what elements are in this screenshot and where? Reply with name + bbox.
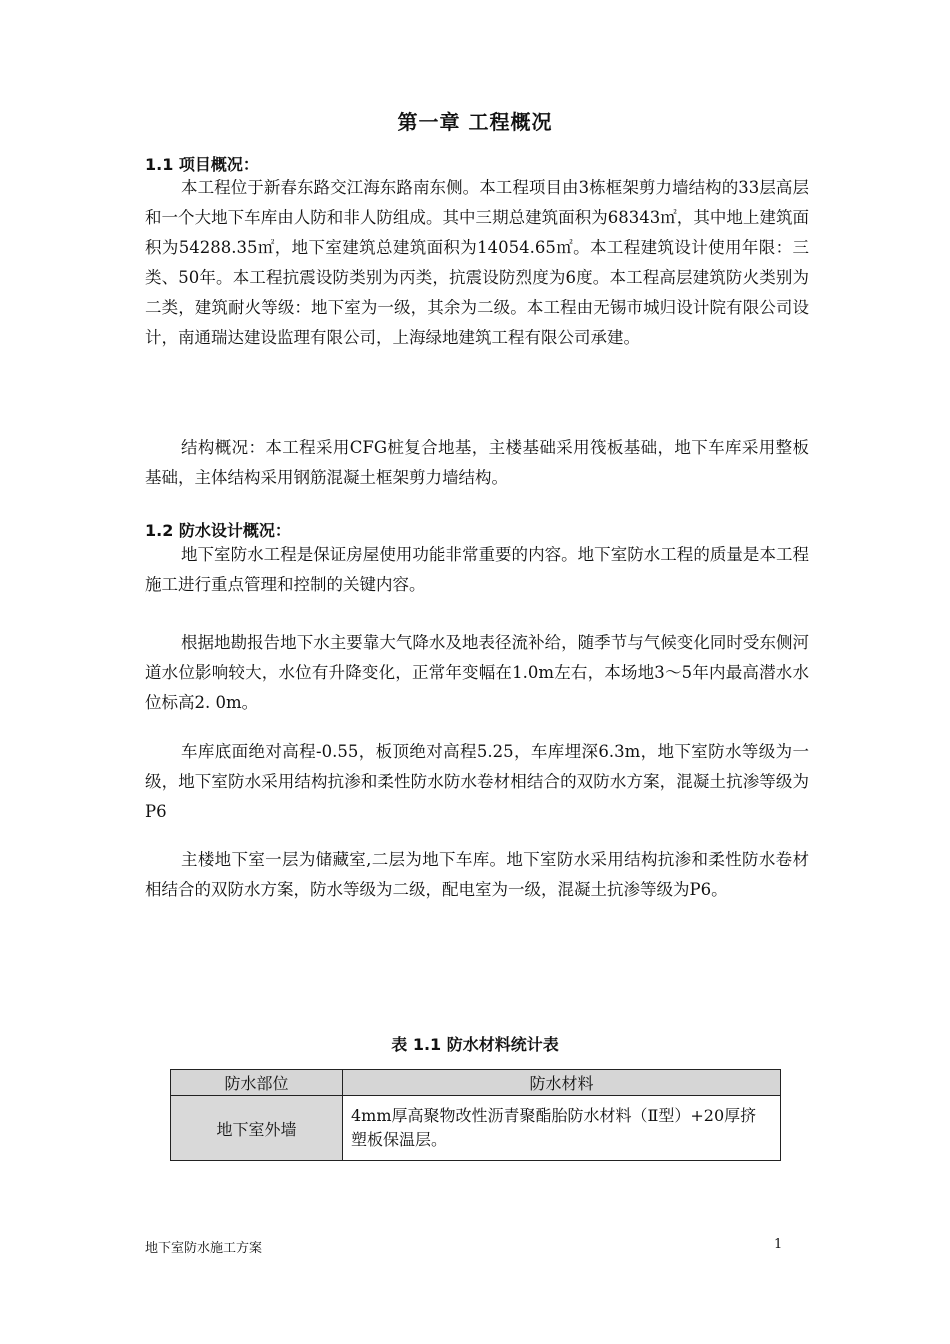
paragraph-garage-waterproof: 车库底面绝对高程-0.55，板顶绝对高程5.25，车库埋深6.3m，地下室防水等级为一级，地下室防水采用结构抗渗和柔性防水防水卷材相结合的双防水方案，混凝土抗渗等级为P6	[145, 742, 809, 821]
section-heading-1-2: 1.2 防水设计概况：	[145, 521, 291, 540]
footer-doc-title: 地下室防水施工方案	[145, 1241, 263, 1256]
footer-page-number: 1	[774, 1237, 783, 1252]
header-material: 防水材料	[343, 1070, 781, 1096]
table-caption: 表 1.1 防水材料统计表	[391, 1035, 559, 1054]
cell-location: 地下室外墙	[171, 1096, 343, 1161]
waterproof-materials-table	[170, 1069, 781, 1161]
paragraph-groundwater: 根据地勘报告地下水主要靠大气降水及地表径流补给，随季节与气候变化同时受东侧河道水位影响较大，水位有升降变化，正常年变幅在1.0m左右，本场地3～5年内最高潜水水位标高2. 0m。	[145, 633, 809, 712]
paragraph-structure-overview: 结构概况：本工程采用CFG桩复合地基，主楼基础采用筏板基础，地下车库采用整板基础，主体结构采用钢筋混凝土框架剪力墙结构。	[145, 438, 809, 487]
section-heading-1-1: 1.1 项目概况：	[145, 155, 259, 174]
paragraph-main-building-basement: 主楼地下室一层为储藏室,二层为地下车库。地下室防水采用结构抗渗和柔性防水卷材相结合的双防水方案，防水等级为二级，配电室为一级，混凝土抗渗等级为P6。	[145, 850, 809, 899]
table-header-row	[171, 1070, 781, 1096]
paragraph-project-overview: 本工程位于新春东路交江海东路南东侧。本工程项目由3栋框架剪力墙结构的33层高层和一个大地下车库由人防和非人防组成。其中三期总建筑面积为68343㎡，其中地上建筑面积为54288.35㎡，地下室建筑总建筑面积为14054.65㎡。本工程建筑设计使用年限：三类、50年。本工程抗震设防类别为丙类，抗震设防烈度为6度。本工程高层建筑防火类别为二类，建筑耐火等级：地下室为一级，其余为二级。本工程由无锡市城归设计院有限公司设计，南通瑞达建设监理有限公司，上海绿地建筑工程有限公司承建。	[145, 178, 809, 347]
table-row	[171, 1096, 781, 1161]
cell-material: 4mm厚高聚物改性沥青聚酯胎防水材料（Ⅱ型）+20厚挤塑板保温层。	[343, 1096, 781, 1161]
paragraph-waterproof-importance: 地下室防水工程是保证房屋使用功能非常重要的内容。地下室防水工程的质量是本工程施工进行重点管理和控制的关键内容。	[145, 545, 809, 594]
header-location: 防水部位	[171, 1070, 343, 1096]
chapter-title: 第一章 工程概况	[397, 110, 553, 134]
